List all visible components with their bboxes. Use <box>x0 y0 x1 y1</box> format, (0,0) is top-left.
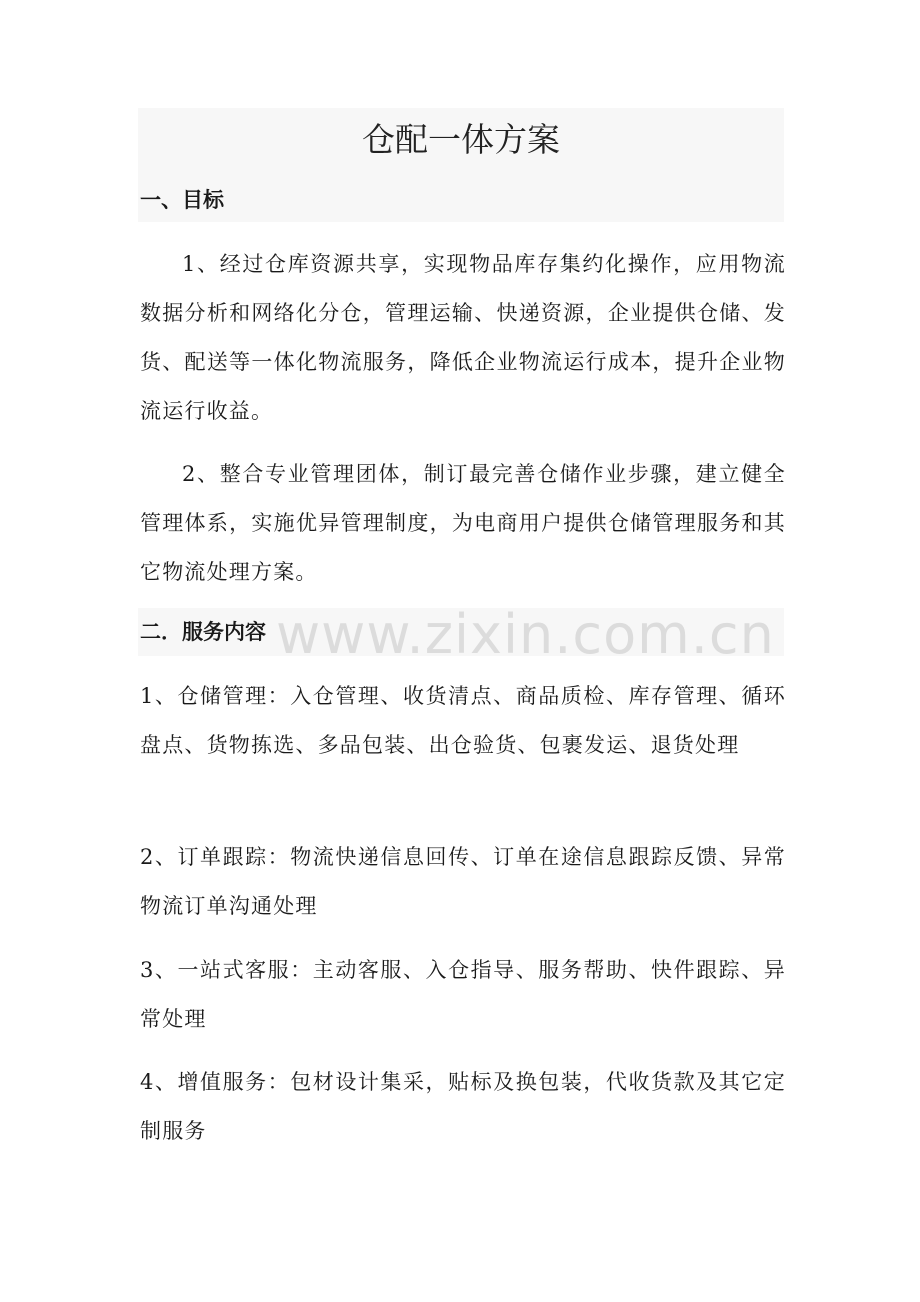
watermark: www.zixin.com.cn <box>276 603 775 666</box>
goal-paragraph-2: 2、整合专业管理团体，制订最完善仓储作业步骤，建立健全管理体系，实施优异管理制度，为电商用户提供仓储管理服务和其它物流处理方案。 <box>140 462 786 584</box>
service-item-1: 1、仓储管理：入仓管理、收货清点、商品质检、库存管理、循环盘点、货物拣选、多品包装、出仓验货、包裹发运、退货处理 <box>140 684 786 757</box>
section-heading-goals: 一、目标 <box>140 188 224 212</box>
service-item-4: 4、增值服务：包材设计集采，贴标及换包装，代收货款及其它定制服务 <box>140 1070 786 1143</box>
section-heading-services: 二．服务内容 <box>140 620 266 644</box>
goal-paragraph-1: 1、经过仓库资源共享，实现物品库存集约化操作，应用物流数据分析和网络化分仓，管理运输、快递资源，企业提供仓储、发货、配送等一体化物流服务，降低企业物流运行成本，提升企业物流运行收益。 <box>140 252 786 423</box>
service-item-2: 2、订单跟踪：物流快递信息回传、订单在途信息跟踪反馈、异常物流订单沟通处理 <box>140 845 786 918</box>
document-title: 仓配一体方案 <box>362 120 560 159</box>
service-item-3: 3、一站式客服：主动客服、入仓指导、服务帮助、快件跟踪、异常处理 <box>140 958 786 1031</box>
